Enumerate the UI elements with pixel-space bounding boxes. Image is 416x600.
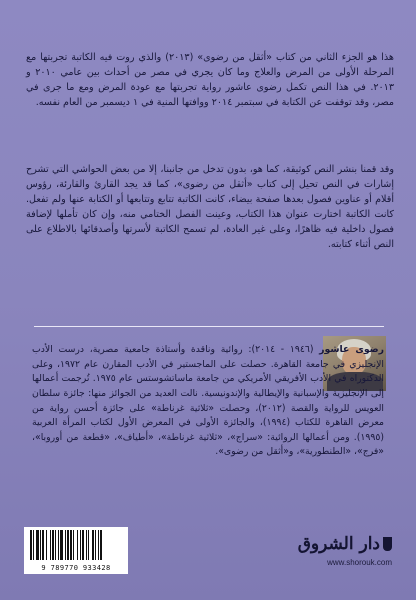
isbn-number: 9 789770 933428 — [41, 564, 111, 572]
publisher-logo — [298, 534, 392, 554]
section-divider — [34, 326, 384, 327]
publisher-name: دار الشروق — [297, 534, 380, 554]
blurb-paragraph-1: هذا هو الجزء الثاني من كتاب «أثقل من رضوى» (٢٠١٣) والذي روت فيه الكاتبة تجربتها مع المرحلة الأولى من المرض والعلاج وما كان يجري في مصر من أحداث بين عامي ٢٠١٠ و ٢٠١٣. في هذا النص تكمل رضوى عاشور رواية تجربتها مع عودة المرض ومع ما جرى في مصر، وقد توقفت عن الكتابة في سبتمبر ٢٠١٤ ووافتها المنية في ١ ديسمبر من العام نفسه. — [26, 51, 394, 108]
publisher-mark-icon — [383, 537, 392, 551]
blurb-paragraph-2: وقد قمنا بنشر النص كوثيقة، كما هو، بدون تدخل من جانبنا، إلا من بعض الحواشي التي تشرح إشارات في النص تحيل إلى كتاب «أثقل من رضوى»، كما قد يجد القارئ والقارئة، رؤوس أقلام أو عناوين فصول بعدها صفحة بيضاء، كانت الكاتبة تتابع وتتابعها أو الكتابة عنها ولم تفعل. كانت الكاتبة اختارت عنوان هذا الكتاب، وعينت الفصل الختامي منه، وإن كان تأملها لإضافة فصول داخلية فيه ظاهرًا، وعلى غير العادة، لم تسمح الكاتبة لأسرتها وأصدقائها بالاطلاع على النص أثناء كتابته. — [26, 163, 394, 251]
isbn-barcode — [24, 527, 128, 574]
author-bio-text: : روائية وناقدة وأستاذة جامعية مصرية، درست الأدب الإنجليزي في جامعة القاهرة. حصلت على الماجستير في الأدب المقارن عام ١٩٧٢، وعلى الدكتوراه في الأدب الأفريقي الأمريكي من جامعة ماساتشوستس عام ١٩٧٥. تُرجمت أعمالها إلى الإنجليزية والإسبانية والإيطالية والإندونيسية. نالت العديد من الجوائز منها: جائزة سلطان العويس للرواية والقصة (٢٠١٢)، وحصلت «ثلاثية غرناطة» على جائزة أحسن رواية من معرض القاهرة للكتاب (١٩٩٤)، والجائزة الأولى في المعرض الأول لكتاب المرأة العربية (١٩٩٥). ومن أعمالها الروائية: «سراج»، «ثلاثية غرناطة»، «أطياف»، «قطعة من أوروبا»، «فرج»، «الطنطورية»، و«أثقل من رضوى». — [32, 344, 385, 458]
publisher-url: www.shorouk.com — [327, 558, 392, 567]
author-dates: (١٩٤٦ - ٢٠١٤) — [251, 344, 314, 356]
author-bio — [32, 343, 384, 460]
author-name: رضوى عاشور — [319, 344, 384, 356]
